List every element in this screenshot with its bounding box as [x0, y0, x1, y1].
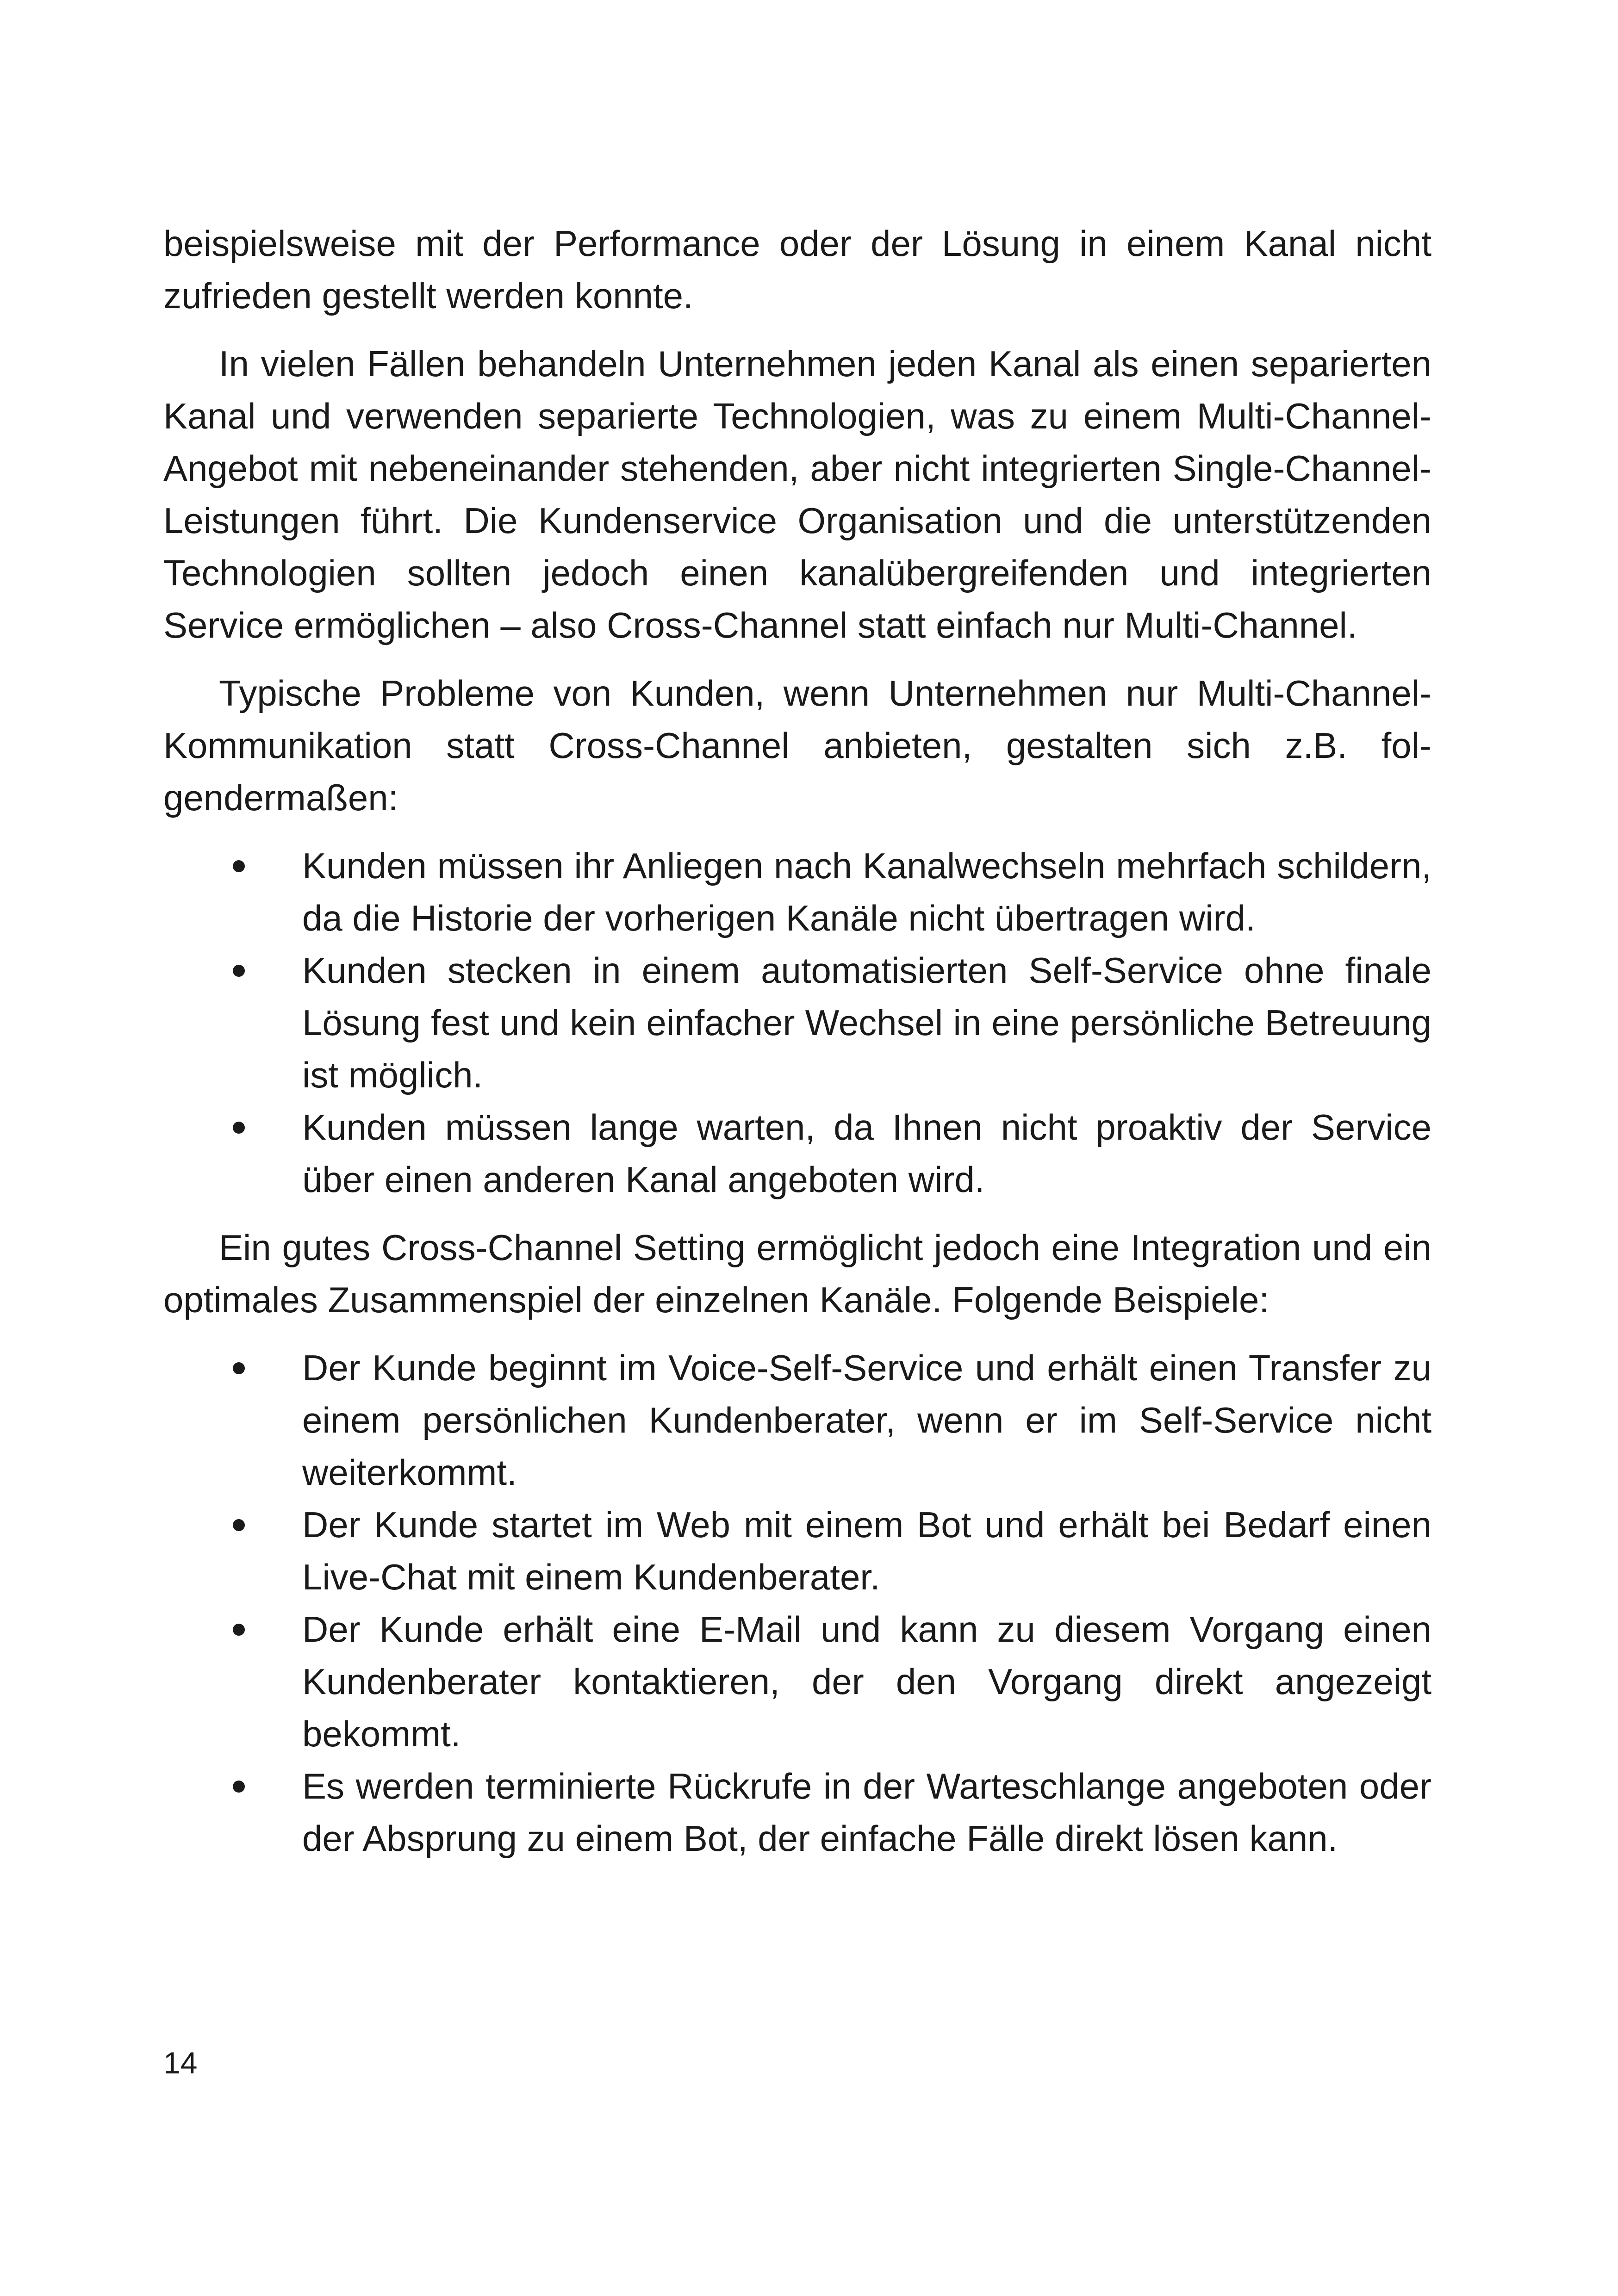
bullet-icon [233, 1122, 245, 1134]
bullet-icon [233, 1519, 245, 1531]
list-item [163, 1499, 1431, 1603]
problems-list [163, 840, 1431, 1206]
list-item [163, 1603, 1431, 1760]
page-body [163, 217, 1431, 1865]
list-item-text: Kunden müssen lange warten, da Ihnen nicht proaktiv der Service über einen anderen Kanal angeboten wird. [302, 1107, 1431, 1200]
bullet-icon [233, 1624, 245, 1636]
list-item [163, 1760, 1431, 1865]
list-item-text: Kunden stecken in einem automatisierten Self-Service ohne finale Lösung fest und kein einfacher Wechsel in eine persönliche Betreuung ist möglich. [302, 950, 1431, 1095]
list-item-text: Es werden terminierte Rückrufe in der Warteschlange angeboten oder der Absprung zu einem Bot, der einfache Fälle direkt lösen kann. [302, 1766, 1431, 1859]
paragraph-cross-channel: Ein gutes Cross-Channel Setting ermöglicht jedoch eine Integration und ein optimales Zusammenspiel der einzelnen Kanäle. Folgende Beispiele: [163, 1227, 1431, 1320]
list-item [163, 944, 1431, 1101]
paragraph-typical-problems: Typische Probleme von Kunden, wenn Unternehmen nur Multi-Channel-Kommunikation statt Cross-Channel anbieten, gestalten sich z.B. folgendermaßen: [163, 673, 1431, 818]
list-item-text: Der Kunde startet im Web mit einem Bot und erhält bei Bedarf einen Live-Chat mit einem Kundenberater. [302, 1504, 1431, 1597]
bullet-icon [233, 860, 245, 872]
paragraph-continuation: beispielsweise mit der Performance oder der Lösung in einem Kanal nicht zufrieden gestellt werden konnte. [163, 223, 1431, 316]
bullet-icon [233, 1362, 245, 1374]
bullet-icon [233, 1781, 245, 1793]
list-item [163, 1101, 1431, 1206]
list-item-text: Der Kunde erhält eine E-Mail und kann zu diesem Vorgang einen Kundenberater kontaktieren, der den Vorgang direkt angezeigt bekommt. [302, 1609, 1431, 1754]
list-item [163, 1342, 1431, 1499]
list-item-text: Der Kunde beginnt im Voice-Self-Service und erhält einen Transfer zu einem persönlichen Kundenberater, wenn er im Self-Service nicht weiterkommt. [302, 1347, 1431, 1493]
paragraph-multi-channel: In vielen Fällen behandeln Unternehmen jeden Kanal als einen separierten Kanal und verwenden separierte Technologien, was zu einem Multi-Channel-Angebot mit nebeneinander stehenden, aber nicht integrierten Single-Channel-Leistungen führt. Die Kundenservice Organisation und die unterstützenden Technologien sollten jedoch einen kanalübergreifenden und integrierten Service ermöglichen – also Cross-Channel statt einfach nur Multi-Channel. [163, 343, 1431, 645]
list-item [163, 840, 1431, 944]
list-item-text: Kunden müssen ihr Anliegen nach Kanalwechseln mehrfach schildern, da die Historie der vorherigen Kanäle nicht übertragen wird. [302, 845, 1431, 938]
examples-list [163, 1342, 1431, 1865]
page-number: 14 [163, 2046, 198, 2080]
bullet-icon [233, 965, 245, 977]
